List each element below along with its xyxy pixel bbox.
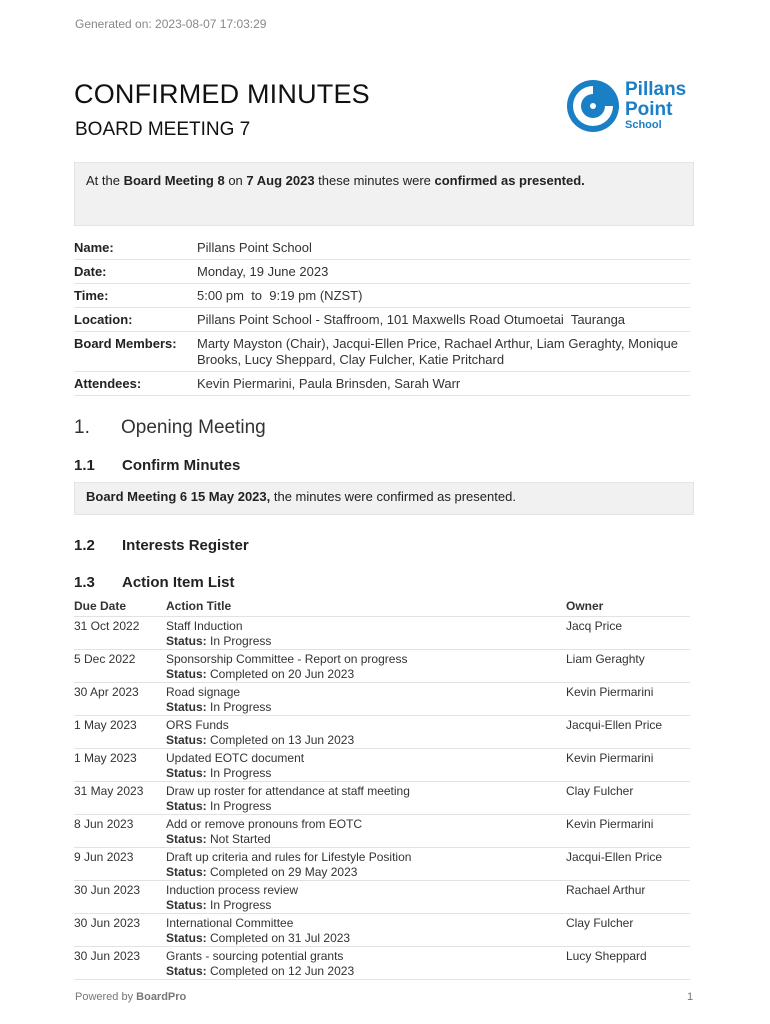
table-row (74, 848, 690, 881)
status-value: Completed on 12 Jun 2023 (206, 964, 355, 978)
subsection-number: 1.2 (74, 537, 95, 554)
detail-row-attendees (74, 372, 690, 396)
action-title-text: Updated EOTC document (166, 751, 305, 765)
confirm-meeting: Board Meeting 8 (123, 173, 225, 188)
status-value: In Progress (206, 700, 272, 714)
subsection-title: Action Item List (122, 574, 235, 591)
subsection-number: 1.3 (74, 574, 95, 591)
status-value: In Progress (206, 766, 272, 780)
previous-minutes-meeting: Board Meeting 6 15 May 2023, (86, 489, 271, 504)
logo-text-line3: School (625, 119, 662, 131)
cell-action-title (166, 949, 566, 978)
school-logo (565, 76, 695, 136)
previous-minutes-box (74, 482, 694, 515)
subsection-number: 1.1 (74, 457, 95, 474)
status-label: Status: (166, 700, 207, 714)
subsection-title: Interests Register (122, 537, 249, 554)
detail-row-location (74, 308, 690, 332)
detail-label: Name: (74, 240, 114, 255)
section-number: 1. (74, 417, 90, 438)
cell-owner: Clay Fulcher (566, 916, 634, 930)
cell-due-date: 5 Dec 2022 (74, 652, 136, 666)
status-label: Status: (166, 865, 207, 879)
meeting-details (74, 236, 690, 396)
table-header (74, 599, 690, 617)
action-item-table (74, 599, 690, 980)
detail-row-name (74, 236, 690, 260)
confirm-mid: on (224, 173, 247, 188)
column-header-action-title: Action Title (166, 599, 232, 613)
page-title: CONFIRMED MINUTES (74, 79, 370, 109)
detail-value: Monday, 19 June 2023 (197, 264, 329, 279)
cell-owner: Jacqui-Ellen Price (566, 850, 663, 864)
detail-label: Date: (74, 264, 107, 279)
cell-action-title (166, 850, 566, 879)
cell-due-date: 30 Jun 2023 (74, 949, 141, 963)
table-row (74, 782, 690, 815)
status-label: Status: (166, 964, 207, 978)
table-row (74, 749, 690, 782)
status-label: Status: (166, 634, 207, 648)
status-value: Completed on 29 May 2023 (206, 865, 358, 879)
cell-owner: Rachael Arthur (566, 883, 646, 897)
status-value: In Progress (206, 799, 272, 813)
action-title-text: Grants - sourcing potential grants (166, 949, 344, 963)
cell-action-title (166, 619, 566, 648)
action-title-text: Staff Induction (166, 619, 243, 633)
status-label: Status: (166, 733, 207, 747)
cell-due-date: 31 May 2023 (74, 784, 144, 798)
cell-due-date: 31 Oct 2022 (74, 619, 140, 633)
page-number: 1 (687, 991, 694, 1003)
action-status (166, 865, 566, 880)
cell-due-date: 30 Jun 2023 (74, 883, 141, 897)
confirm-date: 7 Aug 2023 (246, 173, 315, 188)
status-value: In Progress (206, 898, 272, 912)
status-label: Status: (166, 931, 207, 945)
subsection-title: Confirm Minutes (122, 457, 241, 474)
action-status (166, 766, 566, 781)
detail-label: Time: (74, 288, 109, 303)
cell-due-date: 1 May 2023 (74, 718, 137, 732)
generated-timestamp: Generated on: 2023-08-07 17:03:29 (75, 17, 267, 31)
table-row (74, 815, 690, 848)
subsection-heading-action-item-list (74, 574, 235, 591)
column-header-owner: Owner (566, 599, 604, 613)
action-title-text: Draft up criteria and rules for Lifestyle Position (166, 850, 412, 864)
action-status (166, 733, 566, 748)
status-label: Status: (166, 667, 207, 681)
status-value: Completed on 13 Jun 2023 (206, 733, 355, 747)
table-row (74, 914, 690, 947)
action-status (166, 898, 566, 913)
detail-row-time (74, 284, 690, 308)
action-title-text: International Committee (166, 916, 294, 930)
action-title-text: Add or remove pronouns from EOTC (166, 817, 363, 831)
status-value: In Progress (206, 634, 272, 648)
action-status (166, 667, 566, 682)
detail-row-date (74, 260, 690, 284)
confirm-prefix: At the (86, 173, 124, 188)
action-title-text: Induction process review (166, 883, 299, 897)
cell-due-date: 30 Jun 2023 (74, 916, 141, 930)
action-title-text: ORS Funds (166, 718, 229, 732)
logo-text-line2: Point (625, 99, 673, 120)
detail-label: Attendees: (74, 376, 142, 391)
status-value: Not Started (206, 832, 271, 846)
action-status (166, 700, 566, 715)
cell-owner: Liam Geraghty (566, 652, 645, 666)
cell-due-date: 8 Jun 2023 (74, 817, 134, 831)
action-status (166, 634, 566, 649)
section-heading-opening-meeting (74, 417, 266, 439)
footer-powered-text: Powered by (75, 991, 137, 1003)
table-row (74, 881, 690, 914)
action-title-text: Sponsorship Committee - Report on progress (166, 652, 408, 666)
cell-due-date: 30 Apr 2023 (74, 685, 139, 699)
footer-powered-by (75, 991, 186, 1003)
action-status (166, 964, 566, 979)
page-subtitle: BOARD MEETING 7 (75, 119, 251, 140)
detail-value: Kevin Piermarini, Paula Brinsden, Sarah Warr (197, 376, 461, 391)
detail-label: Board Members: (74, 336, 177, 351)
footer-brand: BoardPro (136, 991, 187, 1003)
table-row (74, 650, 690, 683)
confirm-mid2: these minutes were (314, 173, 435, 188)
cell-action-title (166, 784, 566, 813)
column-header-due-date: Due Date (74, 599, 127, 613)
cell-action-title (166, 652, 566, 681)
cell-owner: Jacq Price (566, 619, 623, 633)
detail-value: Marty Mayston (Chair), Jacqui-Ellen Price, Rachael Arthur, Liam Geraghty, Monique Brooks, Lucy Sheppard, Clay Fulcher, Katie Pritchard (197, 336, 678, 367)
status-label: Status: (166, 766, 207, 780)
confirm-status: confirmed as presented. (434, 173, 585, 188)
cell-action-title (166, 751, 566, 780)
cell-owner: Kevin Piermarini (566, 751, 654, 765)
logo-text-line1: Pillans (625, 79, 687, 100)
status-label: Status: (166, 898, 207, 912)
cell-action-title (166, 817, 566, 846)
cell-owner: Kevin Piermarini (566, 685, 654, 699)
action-status (166, 832, 566, 847)
table-row (74, 716, 690, 749)
detail-value: Pillans Point School (197, 240, 312, 255)
action-status (166, 799, 566, 814)
previous-minutes-text: the minutes were confirmed as presented. (270, 489, 516, 504)
table-row (74, 617, 690, 650)
status-label: Status: (166, 832, 207, 846)
section-title: Opening Meeting (121, 417, 266, 438)
cell-action-title (166, 916, 566, 945)
detail-row-board-members (74, 332, 690, 372)
subsection-heading-confirm-minutes (74, 457, 240, 474)
action-title-text: Road signage (166, 685, 241, 699)
cell-action-title (166, 718, 566, 747)
swirl-logo-icon (565, 78, 623, 134)
cell-owner: Lucy Sheppard (566, 949, 647, 963)
subsection-heading-interests-register (74, 537, 249, 554)
table-row (74, 683, 690, 716)
cell-due-date: 1 May 2023 (74, 751, 137, 765)
confirmation-box (74, 162, 694, 226)
cell-owner: Kevin Piermarini (566, 817, 654, 831)
status-label: Status: (166, 799, 207, 813)
detail-label: Location: (74, 312, 133, 327)
detail-value: Pillans Point School - Staffroom, 101 Maxwells Road Otumoetai Tauranga (197, 312, 626, 327)
status-value: Completed on 31 Jul 2023 (206, 931, 351, 945)
detail-value: 5:00 pm to 9:19 pm (NZST) (197, 288, 363, 303)
action-title-text: Draw up roster for attendance at staff meeting (166, 784, 410, 798)
cell-action-title (166, 883, 566, 912)
status-value: Completed on 20 Jun 2023 (206, 667, 355, 681)
table-row (74, 947, 690, 980)
cell-owner: Jacqui-Ellen Price (566, 718, 663, 732)
cell-action-title (166, 685, 566, 714)
action-status (166, 931, 566, 946)
cell-owner: Clay Fulcher (566, 784, 634, 798)
cell-due-date: 9 Jun 2023 (74, 850, 134, 864)
